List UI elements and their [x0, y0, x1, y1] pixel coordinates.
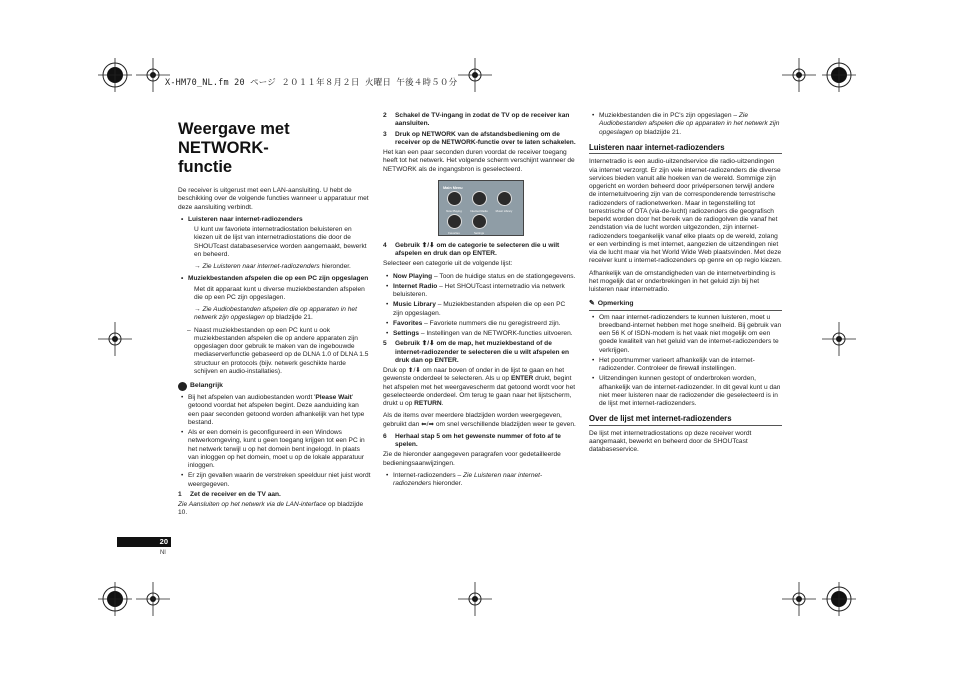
print-header: X-HM70_NL.fm 20 ページ ２０１１年８月２日 火曜日 午後４時５０分 [165, 78, 458, 88]
bullet-internet-radio-ref: → Zie Luisteren naar internet-radiozenders hieronder. [194, 263, 351, 270]
menu-label: Music Library [495, 208, 513, 213]
category-item: • Favorites – Favoriete nummers die nu geregistreerd zijn. [383, 320, 576, 328]
step-1: 1 Zet de receiver en de TV aan. [178, 490, 281, 498]
main-menu-screenshot [438, 180, 524, 236]
menu-label: Internet Radio [470, 208, 488, 213]
bullet-music-pc-title: • Muziekbestanden afspelen die op een PC zijn opgeslagen [178, 275, 371, 283]
registration-mark-bottom-right-outer [822, 582, 856, 616]
important-item: • Bij het afspelen van audiobestanden wordt 'Please Wait' getoond voordat het afspelen begint. Deze aanduiding kan een paar seconden getoond worden afhankelijk van het type bestand. [178, 394, 371, 427]
step-5-text: Druk op ⬆/⬇ om naar boven of onder in de lijst te gaan en het gewenste onderdeel te selecteren. Als u op ENTER drukt, begint het afspelen met het weergavescherm dat getoond wordt voor het geselecteerde onderdeel. Om terug te gaan naar het lijstscherm, drukt u op RETURN. [383, 367, 576, 407]
important-heading: Belangrijk [178, 382, 371, 391]
registration-mark-top-right [782, 58, 816, 92]
step-3-text: Het kan een paar seconden duren voordat de receiver toegang heeft tot het netwerk. Het volgende scherm verschijnt wanneer de NETWORK als de ingangsbron is geselecteerd. [383, 149, 575, 173]
registration-mark-bottom-left-outer [98, 582, 132, 616]
menu-label: Settings [473, 230, 485, 235]
column-right [589, 112, 782, 459]
step-1-ref: Zie Aansluiten op het netwerk via de LAN-interface op bladzijde 10. [178, 501, 364, 517]
main-menu-title: Main Menu [443, 185, 463, 190]
step-6: 6 Herhaal stap 5 om het gewenste nummer of foto af te spelen. [383, 432, 561, 448]
important-icon [178, 382, 187, 391]
page-title: Weergave met NETWORK- functie [178, 120, 290, 176]
bullet-music-pc-ref: → Zie Audiobestanden afspelen die op apparaten in het netwerk zijn opgeslagen op bladzijde 21. [194, 306, 357, 322]
step-2: 2 Schakel de TV-ingang in zodat de TV op de receiver kan aansluiten. [383, 112, 570, 128]
bullet-music-pc-text: Met dit apparaat kunt u diverse muziekbestanden afspelen die op een PC zijn opgeslagen. [194, 285, 365, 301]
section-heading-internet-radio: Luisteren naar internet-radiozenders [589, 143, 782, 155]
registration-mark-mid-right [822, 322, 856, 356]
note-item: • Om naar internet-radiozenders te kunnen luisteren, moet u breedband-internet hebben met hoge snelheid. Bij gebruik van een 56 K of ISDN-modem is het vaak niet mogelijk om een goede kwaliteit van het geluid van de internet-radiozenders te verkrijgen. [589, 314, 782, 355]
registration-mark-mid-left [98, 322, 132, 356]
dash-dlna-note: – Naast muziekbestanden op een PC kunt u ook muziekbestanden afspelen die op andere apparaten zijn opgeslagen door gebruik te maken van de ingebouwde mediaserverfunctie gebaseerd op de DLNA 1.0 of DLNA 1.5 structuur en protocols (bijv. netwerk geschikte harde schijven en audio-installaties). [178, 327, 371, 377]
internet-radio-paragraph: Internetradio is een audio-uitzendservice die radio-uitzendingen via internet verzorgt. Er zijn vele internet-radiozenders die diverse services bieden vanuit alle hoeken van de wereld. Sommige zijn opgericht en worden beheerd door privépersonen terwijl andere de internetuitvoering zijn van de corresponderende terrestrische radiozenders of radionetwerken. Maar in tegenstelling tot terrestrische of OTA (via-de-lucht) radiozenders die geografisch beperkt worden door het bereik van de radiogolven die vanaf het zendstation via de lucht worden uitgezonden, zijn internet-radiozenders toegankelijk vanaf elke plaats op de wereld, zolang er een verbinding is met internet, aangezien de uitzendingen niet via de lucht maar via het World Wide Web plaatsvinden. Met deze receiver kunt u internet-radiozenders op genre en op regio kiezen. [589, 158, 782, 265]
note-icon: ✎ [589, 300, 595, 308]
intro-paragraph: De receiver is uitgerust met een LAN-aansluiting. U hebt de beschikking over de volgende functies wanneer u apparatuur met deze aansluiting verbindt. [178, 187, 369, 211]
page-number: 20 [117, 537, 171, 547]
section-heading-station-list: Over de lijst met internet-radiozenders [589, 414, 782, 426]
registration-mark-bottom-center [458, 582, 492, 616]
bullet-internet-radio-text: U kunt uw favoriete internetradiostation beluisteren en kiezen uit de lijst van internetradiostations die door de SHOUTcast databaseservice worden aangemaakt, bewerkt en beheerd. [194, 226, 367, 258]
step-6-bullet: • Internet-radiozenders – Zie Luisteren naar internet-radiozenders hieronder. [383, 472, 576, 489]
note-item: • Uitzendingen kunnen gestopt of onderbroken worden, afhankelijk van de internet-radiozender. In dit geval kunt u dan niet meer luisteren naar de radiozender die geselecteerd is in de lijst met internet-radiozenders. [589, 375, 782, 408]
important-item: • Als er een domein is geconfigureerd in een Windows netwerkomgeving, kunt u geen toegang krijgen tot een PC in het netwerk terwijl u op het domein bent ingelogd. In plaats van inloggen op het domein, moet u op de lokale apparatuur inloggen. [178, 429, 371, 470]
registration-mark-bottom-right [782, 582, 816, 616]
settings-icon [472, 214, 487, 229]
registration-mark-bottom-left [136, 582, 170, 616]
category-item: • Settings – Instellingen van de NETWORK-functies uitvoeren. [383, 330, 576, 338]
music-library-icon [497, 191, 512, 206]
favorites-icon [447, 214, 462, 229]
note-heading: ✎ Opmerking [589, 300, 782, 310]
page-language: Nl [160, 550, 166, 556]
registration-mark-top-center [458, 58, 492, 92]
now-playing-icon [447, 191, 462, 206]
important-item: • Er zijn gevallen waarin de verstreken speelduur niet juist wordt weergegeven. [178, 472, 371, 489]
column-middle [383, 112, 576, 490]
registration-mark-top-right-outer [822, 58, 856, 92]
category-item: • Now Playing – Toon de huidige status en de stationgegevens. [383, 273, 576, 281]
music-pc-bullet: • Muziekbestanden die in PC's zijn opgeslagen – Zie Audiobestanden afspelen die op apparaten in het netwerk zijn opgeslagen op bladzijde 21. [589, 112, 782, 137]
menu-label: Favorites [448, 230, 460, 235]
registration-mark-top-left-outer [98, 58, 132, 92]
step-5: 5 Gebruik ⬆/⬇ om de map, het muziekbestand of de internet-radiozender te selecteren die u wilt afspelen en druk dan op ENTER. [383, 340, 570, 364]
column-left [178, 112, 371, 522]
internet-radio-paragraph-2: Afhankelijk van de omstandigheden van de internetverbinding is het mogelijk dat er onderbrekingen in het geluid zijn bij het luisteren naar internetradio. [589, 269, 776, 293]
step-4: 4 Gebruik ⬆/⬇ om de categorie te selecteren die u wilt afspelen en druk dan op ENTER. [383, 241, 560, 257]
step-5-text-2: Als de items over meerdere bladzijden worden weergegeven, gebruikt dan ⬅/➡ om snel verschillende bladzijden weer te geven. [383, 412, 576, 428]
step-6-text: Zie de hieronder aangegeven paragrafen voor gedetailleerde bedieningsaanwijzingen. [383, 451, 561, 467]
step-4-text: Selecteer een categorie uit de volgende lijst: [383, 260, 513, 268]
note-item: • Het poortnummer varieert afhankelijk van de internet-radiozender. Controleer de firewall instellingen. [589, 357, 782, 374]
category-item: • Internet Radio – Het SHOUTcast internetradio via netwerk beluisteren. [383, 283, 576, 300]
bullet-internet-radio-title: • Luisteren naar internet-radiozenders [178, 216, 371, 224]
step-3: 3 Druk op NETWORK van de afstandsbediening om de receiver op de NETWORK-functie over te laten schakelen. [383, 130, 576, 146]
menu-label: Now Playing [446, 208, 462, 213]
station-list-paragraph: De lijst met internetradiostations op deze receiver wordt aangemaakt, bewerkt en beheerd door de SHOUTcast databaseservice. [589, 429, 752, 454]
category-item: • Music Library – Muziekbestanden afspelen die op een PC zijn opgeslagen. [383, 301, 576, 318]
internet-radio-icon [472, 191, 487, 206]
